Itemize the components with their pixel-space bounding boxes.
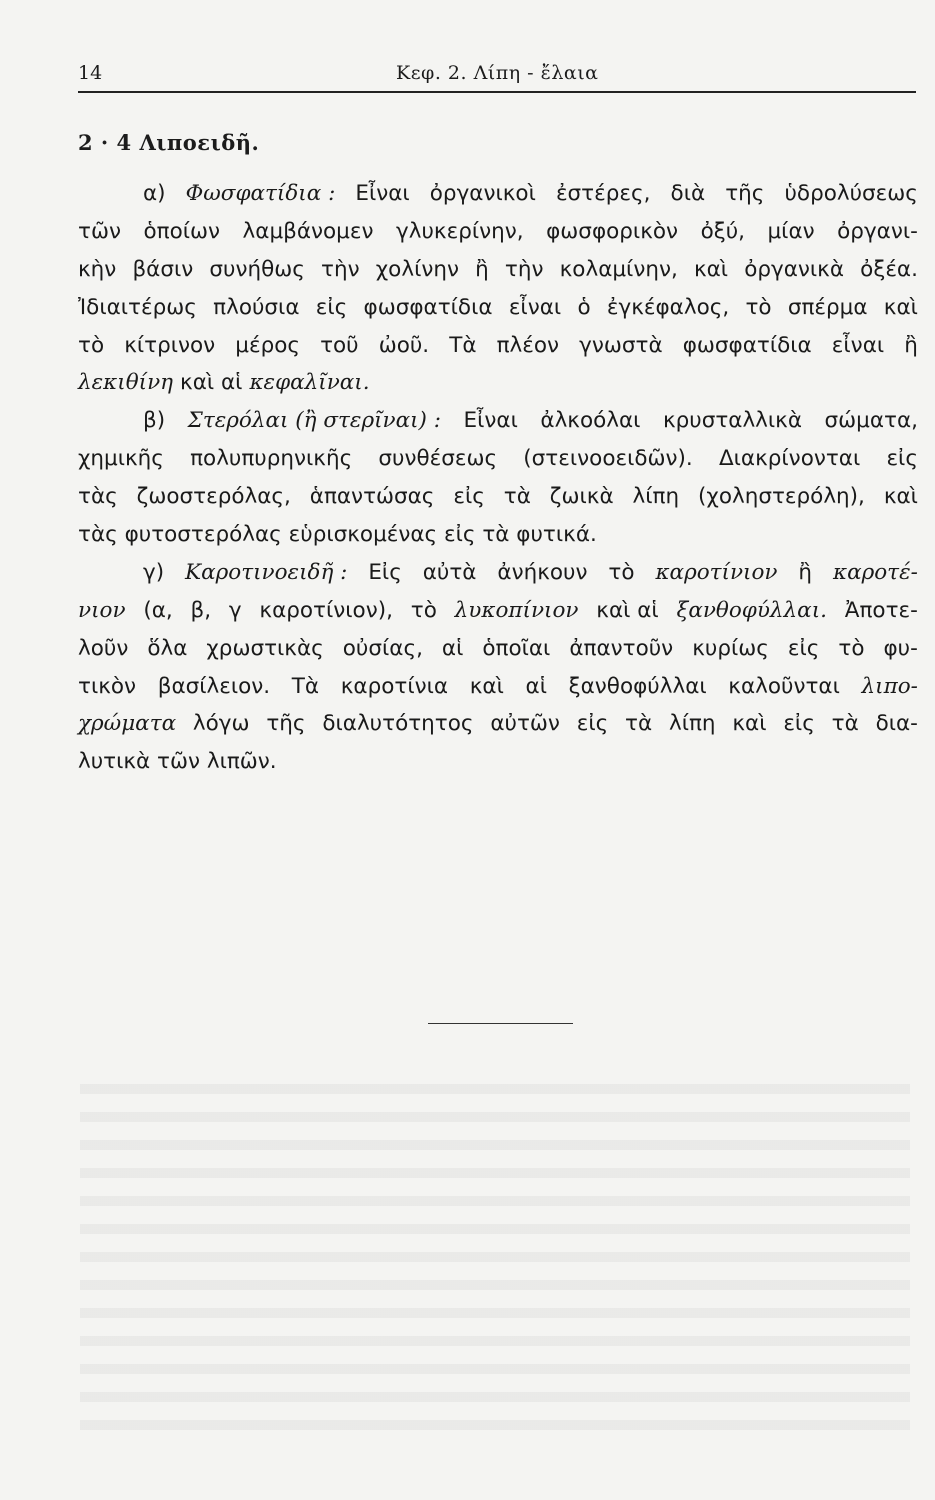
word: τῆς	[725, 181, 765, 206]
paragraph-a-line-2	[78, 213, 918, 251]
word: σπέρμα	[787, 294, 868, 320]
word: Ἰδιαιτέρως	[78, 294, 197, 320]
section-title: 2 · 4 Λιποειδῆ.	[78, 130, 260, 155]
word: λαμβάνομεν	[242, 218, 374, 244]
word: ἢ	[475, 256, 489, 282]
word: κὴν	[78, 256, 117, 282]
word: ὀξέα.	[860, 256, 918, 282]
word: (α,	[143, 597, 173, 623]
word: ἀπαντοῦν	[569, 635, 674, 661]
word: ὅλα	[147, 635, 188, 661]
paragraph-a-line-4	[78, 289, 918, 327]
word: ἐγκέφαλος,	[606, 294, 730, 320]
word: συνθέσεως	[378, 446, 498, 472]
word: ὁ	[577, 294, 591, 320]
word: εἰς	[576, 711, 609, 737]
word: συνήθως	[209, 256, 305, 282]
word: ὀργανι-	[837, 218, 918, 244]
word: κρυσταλλικὰ	[662, 408, 803, 434]
paragraph-label: γ)	[143, 559, 165, 585]
word: τὸ	[608, 559, 635, 585]
header-rule	[78, 91, 916, 93]
word: τὴν	[321, 256, 360, 282]
word: τικὸν	[78, 673, 137, 699]
term-carotene-hyphenated: καροτέ-	[832, 559, 918, 585]
word: τοῦ	[320, 332, 359, 358]
word: ἀνήκουν	[497, 559, 588, 585]
word: χολίνην	[375, 256, 459, 282]
word: Εἶναι	[463, 408, 518, 434]
word: λίπη	[632, 484, 680, 510]
word: πλούσια	[213, 294, 300, 320]
word: Διακρίνονται	[718, 446, 861, 472]
paragraph-label: β)	[143, 408, 166, 434]
word: μίαν	[767, 218, 815, 244]
word: ξανθοφύλλαι	[568, 673, 707, 699]
page-header	[78, 58, 916, 90]
term-carotene: καροτίνιον	[655, 559, 778, 585]
word: ὑδρολύσεως	[784, 181, 918, 206]
word: τὰ	[503, 484, 531, 510]
term-lipochromes-end: χρώματα	[78, 711, 177, 737]
word: ἁπαντώσας	[309, 484, 435, 510]
word: τὴν	[504, 256, 544, 282]
word: ἢ	[904, 332, 918, 358]
word: (χοληστερόλη),	[698, 484, 865, 510]
word: κυρίως	[692, 635, 769, 661]
word: ὀξύ,	[700, 218, 745, 244]
word: αὐτῶν	[490, 711, 560, 737]
word: β,	[190, 597, 212, 623]
paragraph-c-line-4	[78, 668, 918, 706]
word: λόγω	[192, 711, 250, 737]
word: Τὰ	[291, 673, 320, 699]
word: πλέον	[496, 332, 560, 358]
paragraph-c-line-3	[78, 630, 918, 668]
word: τὰ	[625, 711, 653, 737]
word: καὶ	[693, 256, 729, 282]
word: τῶν	[78, 218, 121, 244]
word: εἰς	[315, 294, 348, 320]
word: ὁποῖαι	[482, 635, 551, 661]
word: καὶ αἱ	[180, 370, 243, 396]
reverse-page-show-through	[80, 1070, 910, 1430]
word: σώματα,	[824, 408, 918, 434]
word: χημικῆς	[78, 446, 164, 472]
word: ὀργανικὰ	[744, 256, 845, 282]
word: εἰς	[783, 711, 815, 737]
word: διαλυτότητος	[322, 711, 474, 737]
word: ὠοῦ.	[378, 332, 430, 358]
word: εἰς	[453, 484, 485, 510]
word: τὰς	[78, 484, 118, 510]
paragraph-b-line-3	[78, 478, 918, 516]
word: Τὰ	[449, 332, 477, 358]
word: τῆς	[266, 711, 306, 737]
word: καὶ	[469, 673, 504, 699]
term-lecithin: λεκιθίνη	[78, 370, 174, 396]
paragraph-c-line-2	[78, 592, 918, 630]
word: ζωικὰ	[549, 484, 614, 510]
body-text	[78, 175, 918, 781]
paragraph-a-line-6	[78, 364, 918, 402]
paragraph-c-line-1	[78, 554, 918, 592]
text-run: τὰς φυτοστερόλας εὑρισκομένας εἰς τὰ φυτικά.	[78, 522, 597, 548]
word: καὶ	[732, 711, 767, 737]
paragraph-b-line-2	[78, 440, 918, 478]
paragraph-a-line-3	[78, 251, 918, 289]
term-cephalins: κεφαλῖναι.	[249, 370, 370, 396]
word: καλοῦνται	[728, 673, 840, 699]
term-phosphatides: Φωσφατίδια :	[185, 181, 336, 206]
word: ὀργανικοὶ	[429, 181, 536, 206]
paragraph-label: α)	[143, 181, 166, 206]
word: (στεινοοειδῶν).	[523, 446, 693, 472]
running-head: Κεφ. 2. Λίπη - ἔλαια	[396, 62, 599, 84]
word: φωσφατίδια	[682, 332, 812, 358]
word: τὸ	[78, 332, 105, 358]
text-run: λυτικὰ τῶν λιπῶν.	[78, 749, 277, 775]
word: αἱ	[441, 635, 464, 661]
word: εἰς	[886, 446, 918, 472]
word: λοῦν	[78, 635, 129, 661]
word: εἰς	[787, 635, 820, 661]
paragraph-a-line-1	[78, 175, 918, 213]
word: τὰ	[831, 711, 859, 737]
word: κίτρινον	[124, 332, 216, 358]
term-xanthophylls: ξανθοφύλλαι.	[676, 597, 827, 623]
word: καὶ	[883, 484, 918, 510]
word: γλυκερίνην,	[396, 218, 524, 244]
word: ζωοστερόλας,	[136, 484, 291, 510]
word: μέρος	[235, 332, 300, 358]
term-sterols: Στερόλαι (ἢ στερῖναι) :	[187, 408, 442, 434]
word: Ἀποτε-	[844, 597, 918, 623]
word: εἶναι	[831, 332, 885, 358]
term-carotene-end: νιον	[78, 597, 126, 623]
word: αὐτὰ	[422, 559, 477, 585]
word: Εἰς	[368, 559, 402, 585]
word: αἱ	[525, 673, 547, 699]
word: λίπη	[668, 711, 716, 737]
term-lipochromes: λιπο-	[861, 673, 918, 699]
word: φωσφατίδια	[363, 294, 493, 320]
word: καροτίνιον),	[259, 597, 393, 623]
word: ἀλκοόλαι	[540, 408, 641, 434]
paragraph-c-line-5	[78, 705, 918, 743]
word: γ	[228, 597, 242, 623]
word: διὰ	[670, 181, 706, 206]
word: καὶ αἱ	[596, 597, 659, 623]
word: γνωστὰ	[579, 332, 663, 358]
word: τὸ	[410, 597, 437, 623]
word: ἢ	[798, 559, 813, 585]
word: καὶ	[883, 294, 918, 320]
word: χρωστικὰς	[206, 635, 324, 661]
word: φωσφορικὸν	[546, 218, 679, 244]
word: κολαμίνην,	[559, 256, 678, 282]
page-number: 14	[78, 62, 103, 84]
word: βάσιν	[132, 256, 194, 282]
paragraph-c-line-6	[78, 743, 918, 781]
word: τὸ	[745, 294, 772, 320]
word: πολυπυρηνικῆς	[190, 446, 353, 472]
word: τὸ	[838, 635, 865, 661]
word: φυ-	[883, 635, 918, 661]
paragraph-b-line-1	[78, 402, 918, 440]
term-lycopene: λυκοπίνιον	[454, 597, 579, 623]
word: ἐστέρες,	[555, 181, 651, 206]
closing-rule	[428, 1023, 573, 1024]
paragraph-a-line-5	[78, 327, 918, 365]
term-carotenoids: Καροτινοειδῆ :	[185, 559, 348, 585]
word: οὐσίας,	[342, 635, 423, 661]
word: Εἶναι	[355, 181, 410, 206]
word: εἶναι	[508, 294, 562, 320]
paragraph-b-line-4	[78, 516, 918, 554]
word: καροτίνια	[340, 673, 449, 699]
word: ὁποίων	[143, 218, 221, 244]
word: δια-	[875, 711, 918, 737]
word: βασίλειον.	[157, 673, 271, 699]
